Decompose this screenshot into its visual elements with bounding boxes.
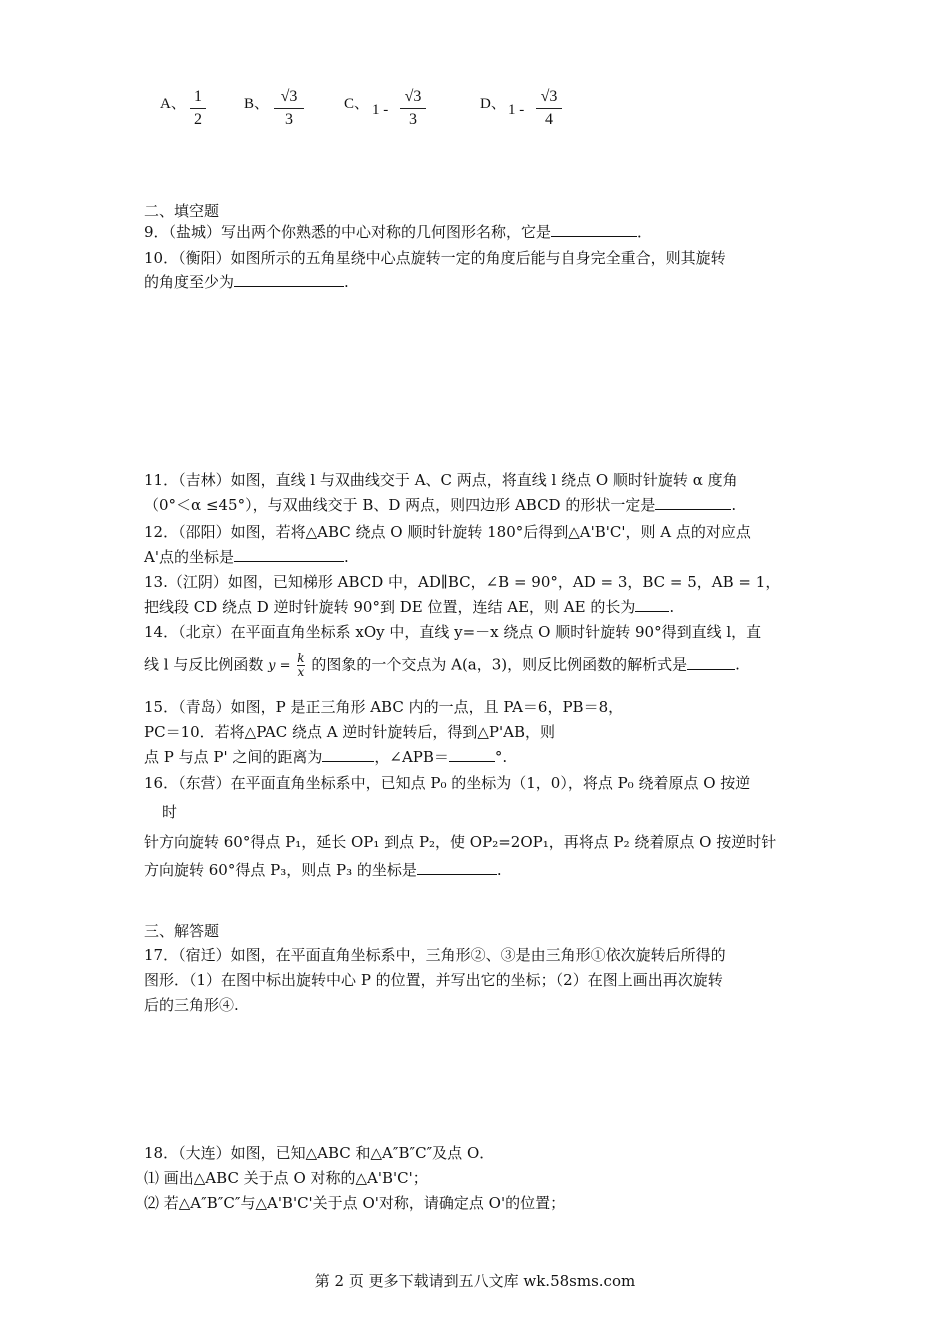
question-9-text: 9．（盐城）写出两个你熟悉的中心对称的几何图形名称，它是 [144,223,552,241]
question-12-end: . [343,548,349,566]
option-b [244,88,314,138]
question-18-line-3: ⑵ 若△A″B″C″与△A'B'C'关于点 O'对称，请确定点 O'的位置； [144,1194,566,1212]
option-d-label: D、 [480,96,506,112]
question-18-line-1: 18．（大连）如图，已知△ABC 和△A″B″C″及点 O． [144,1144,495,1162]
question-16-line-1: 16．（东营）在平面直角坐标系中，已知点 P₀ 的坐标为（1，0），将点 P₀ 绕着原点 O 按逆 [144,774,751,792]
question-14-line-2 [144,652,740,678]
question-11-text: （0°＜α ≤45°），与双曲线交于 B、D 两点，则四边形 ABCD 的形状一定是 [144,496,656,514]
question-17-line-1: 17．（宿迁）如图，在平面直角坐标系中，三角形②、③是由三角形①依次旋转后所得的 [144,946,726,964]
question-10-blank [234,272,344,287]
question-10-text: 的角度至少为 [144,273,235,291]
option-b-label: B、 [244,96,270,112]
page-footer: 第 2 页 更多下载请到五八文库 wk.58sms.com [314,1272,636,1290]
option-b-denominator: 3 [285,111,293,128]
option-c [344,88,444,138]
question-15-blank-2 [449,747,495,762]
question-12-text: A'点的坐标是 [144,548,234,566]
question-10-end: . [344,273,349,291]
section-title-answer: 三、解答题 [144,922,220,940]
question-13-blank [635,597,669,612]
question-13-line-1: 13.（江阴）如图，已知梯形 ABCD 中，AD∥BC，∠B = 90°，AD = 3，BC = 5，AB = 1， [144,573,781,591]
option-a [160,88,220,138]
question-10-line-2 [144,272,349,292]
option-c-numerator: √3 [404,88,422,105]
question-16-end: . [496,861,502,879]
section-title-fill: 二、填空题 [144,202,220,220]
question-14-text-b: 的图象的一个交点为 A(a，3)，则反比例函数的解析式是 [311,655,688,674]
option-c-fraction [400,88,426,129]
question-15-line-2: PC＝10．若将△PAC 绕点 A 逆时针旋转后，得到△P'AB，则 [144,723,555,741]
question-14-text-a: 线 l 与反比例函数 [144,655,264,674]
question-17-line-2: 图形．（1）在图中标出旋转中心 P 的位置，并写出它的坐标；（2）在图上画出再次旋转 [144,971,723,989]
function-fraction [297,652,304,679]
option-c-label: C、 [344,96,370,112]
question-13-line-2 [144,597,674,617]
question-14-end: . [735,655,740,674]
question-16-line-1b: 时 [162,803,178,821]
option-d-prefix: 1 - [508,102,525,118]
question-14-line-1: 14．（北京）在平面直角坐标系 xOy 中，直线 y=－x 绕点 O 顺时针旋转 90°得到直线 l，直 [144,623,762,641]
function-y-equals: y = [268,658,291,674]
question-15-text-a: 点 P 与点 P' 之间的距离为 [144,748,323,766]
question-11-line-1: 11．（吉林）如图，直线 l 与双曲线交于 A、C 两点，将直线 l 绕点 O 顺时针旋转 α 度角 [144,471,738,489]
option-d-fraction [536,88,562,129]
option-b-fraction [274,88,304,129]
function-denominator: x [297,665,305,679]
function-numerator: k [297,651,305,665]
option-a-denominator: 2 [194,111,202,128]
question-9-blank [551,222,637,237]
question-15-line-3 [144,747,507,767]
question-14-blank [687,655,735,670]
question-15-text-c: °. [494,748,508,766]
question-13-end: . [669,598,675,616]
option-a-numerator: 1 [194,88,202,105]
question-12-line-1: 12．（邵阳）如图，若将△ABC 绕点 O 顺时针旋转 180°后得到△A'B'C'，则 A 点的对应点 [144,523,751,541]
question-13-text: 把线段 CD 绕点 D 逆时针旋转 90°到 DE 位置，连结 AE，则 AE 的长为 [144,598,636,616]
question-11-blank [655,495,731,510]
option-c-prefix: 1 - [372,102,389,118]
question-11-line-2 [144,495,736,515]
question-12-line-2 [144,547,349,567]
question-15-blank-1 [322,747,374,762]
question-9-end: ． [637,223,653,241]
question-15-line-1: 15．（青岛）如图，P 是正三角形 ABC 内的一点，且 PA＝6，PB＝8， [144,698,624,716]
question-16-line-3 [144,860,502,880]
option-a-label: A、 [160,96,186,112]
question-12-blank [234,547,344,562]
question-16-text: 方向旋转 60°得点 P₃，则点 P₃ 的坐标是 [144,861,417,879]
question-18-line-2: ⑴ 画出△ABC 关于点 O 对称的△A'B'C'； [144,1169,428,1187]
question-11-end: . [731,496,737,514]
question-16-blank [417,860,497,875]
option-a-fraction [190,88,206,129]
question-9 [144,222,652,242]
option-b-numerator: √3 [280,88,298,105]
question-15-text-b: ，∠APB＝ [374,748,449,766]
question-10-line-1: 10．（衡阳）如图所示的五角星绕中心点旋转一定的角度后能与自身完全重合，则其旋转 [144,249,726,267]
option-d-numerator: √3 [540,88,558,105]
question-16-line-2: 针方向旋转 60°得点 P₁，延长 OP₁ 到点 P₂，使 OP₂=2OP₁，再将点 P₂ 绕着原点 O 按逆时针 [144,833,777,851]
option-c-denominator: 3 [409,111,417,128]
option-d [480,88,580,138]
option-d-denominator: 4 [545,111,553,128]
question-17-line-3: 后的三角形④. [144,996,239,1014]
